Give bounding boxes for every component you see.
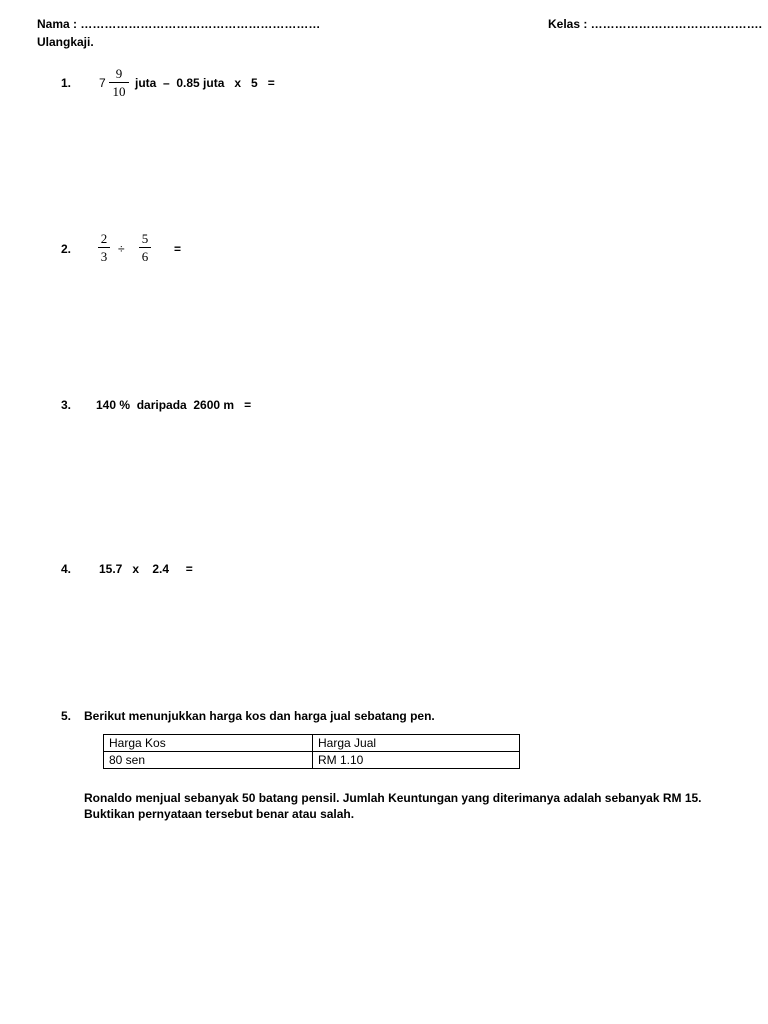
question-number-4: 4. <box>61 562 72 576</box>
fraction-denominator: 6 <box>141 249 149 264</box>
table-header-cell: Harga Jual <box>313 735 520 752</box>
question-5-instruction: Buktikan pernyataan tersebut benar atau salah. <box>84 807 355 821</box>
fraction-numerator: 2 <box>100 231 108 246</box>
mixed-number-whole: 7 <box>99 76 106 90</box>
fraction-numerator: 5 <box>141 231 149 246</box>
question-1-expression: juta – 0.85 juta x 5 = <box>135 76 275 90</box>
equals-sign: = <box>174 242 182 256</box>
fraction-denominator: 10 <box>112 84 126 99</box>
table-cell: RM 1.10 <box>313 752 520 769</box>
kelas-field-label: Kelas : ……………………………………. <box>548 17 763 31</box>
fraction-bar <box>139 247 151 248</box>
fraction-9-10 <box>109 66 129 99</box>
divide-operator: ÷ <box>118 242 125 256</box>
question-5-intro: Berikut menunjukkan harga kos dan harga jual sebatang pen. <box>84 709 435 723</box>
page-subtitle: Ulangkaji. <box>37 35 94 49</box>
fraction-bar <box>109 82 129 83</box>
question-number-5: 5. <box>61 709 72 723</box>
nama-field-label: Nama : …………………………………………………… <box>37 17 321 31</box>
fraction-numerator: 9 <box>115 66 123 81</box>
price-table <box>103 734 520 769</box>
fraction-bar <box>98 247 110 248</box>
table-header-cell: Harga Kos <box>104 735 313 752</box>
table-cell: 80 sen <box>104 752 313 769</box>
question-3-expression: 140 % daripada 2600 m = <box>96 398 252 412</box>
question-4-expression: 15.7 x 2.4 = <box>99 562 193 576</box>
table-row <box>104 752 520 769</box>
question-number-2: 2. <box>61 242 72 256</box>
question-number-1: 1. <box>61 76 72 90</box>
question-number-3: 3. <box>61 398 72 412</box>
fraction-denominator: 3 <box>100 249 108 264</box>
fraction-5-6 <box>139 231 151 264</box>
table-header-row <box>104 735 520 752</box>
fraction-2-3 <box>98 231 110 264</box>
question-5-statement: Ronaldo menjual sebanyak 50 batang pensil. Jumlah Keuntungan yang diterimanya adalah sebanyak RM 15. <box>84 791 702 805</box>
